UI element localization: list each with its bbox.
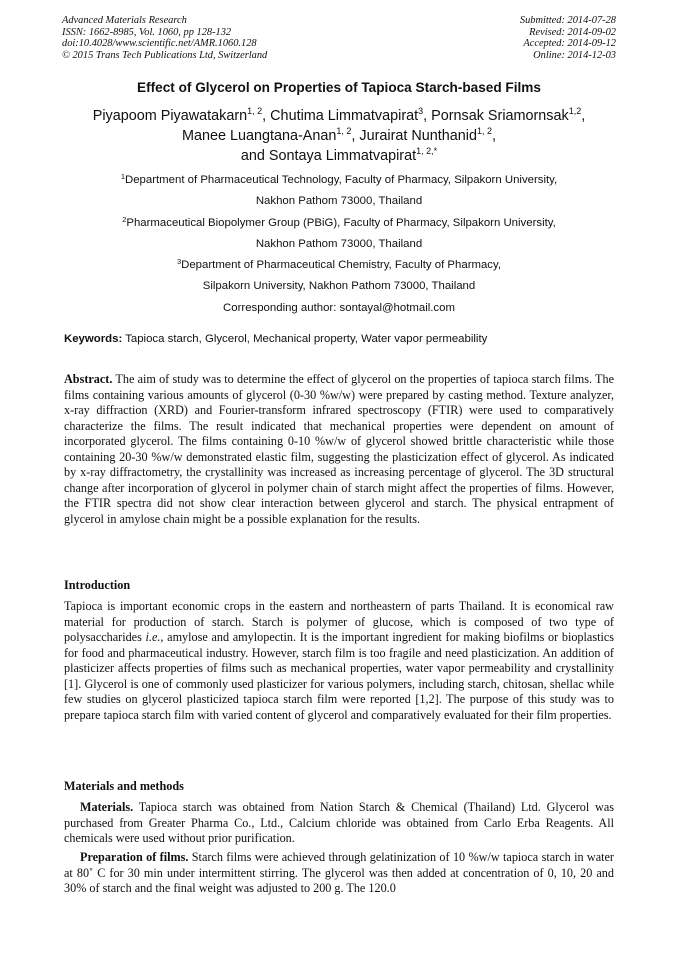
journal-name: Advanced Materials Research bbox=[62, 15, 187, 26]
affiliation-text: Pharmaceutical Biopolymer Group (PBiG), Faculty of Pharmacy, Silpakorn University, bbox=[126, 216, 556, 229]
intro-ie: i.e. bbox=[145, 630, 161, 644]
methods-heading: Materials and methods bbox=[64, 779, 184, 793]
date-accepted: Accepted: 2014-09-12 bbox=[523, 38, 616, 50]
author-name: , Chutima Limmatvapirat bbox=[262, 108, 419, 124]
author-separator: , bbox=[581, 108, 586, 124]
affiliation-1-cont: Nakhon Pathom 73000, Thailand bbox=[255, 195, 423, 208]
affiliation-2-cont: Nakhon Pathom 73000, Thailand bbox=[255, 237, 423, 250]
date-online: Online: 2014-12-03 bbox=[533, 49, 616, 61]
materials-text: Tapioca starch was obtained from Nation Starch & Chemical (Thailand) Ltd. Glycerol was purchased from Greater Pharma Co., Ltd., Calcium chloride was obtained from Carlo Erba Reagents. All chemicals were used without prior purification. bbox=[64, 800, 614, 845]
author-list bbox=[40, 106, 638, 166]
paper-title: Effect of Glycerol on Properties of Tapioca Starch-based Films bbox=[137, 80, 541, 95]
materials-paragraph bbox=[64, 800, 614, 847]
journal-doi: doi:10.4028/www.scientific.net/AMR.1060.128 bbox=[62, 38, 257, 50]
publication-dates bbox=[520, 15, 616, 61]
author-affiliation-marker: 1,2 bbox=[568, 106, 582, 116]
preparation-text: Starch films were achieved through gelatinization of 10 %w/w tapioca starch in water at 80˚ C for 30 min under intermittent stirring. The glycerol was then added at concentration of 0, 10, 20 and 30% of starch and the final weight was adjusted to 200 g. The 120.0 bbox=[64, 850, 614, 895]
journal-copyright: © 2015 Trans Tech Publications Ltd, Switzerland bbox=[62, 49, 268, 61]
author-affiliation-marker: 1, 2 bbox=[336, 126, 352, 136]
keywords-label: Keywords: bbox=[64, 333, 123, 345]
journal-info bbox=[62, 15, 267, 61]
author-line-2 bbox=[40, 126, 638, 146]
keywords-text: Tapioca starch, Glycerol, Mechanical property, Water vapor permeability bbox=[122, 333, 488, 345]
introduction-heading: Introduction bbox=[64, 578, 131, 592]
author-separator: , bbox=[492, 128, 497, 144]
author-name: Piyapoom Piyawatakarn bbox=[92, 108, 248, 124]
affiliation-marker: 1 bbox=[120, 172, 125, 181]
author-name: , Jurairat Nunthanid bbox=[351, 128, 478, 144]
intro-text: Tapioca is important economic crops in the eastern and northeastern of parts Thailand. It is economical raw material for production of starch. Starch is polymer of glucose, which is composed of two type of polysaccharides bbox=[64, 599, 614, 644]
date-revised: Revised: 2014-09-02 bbox=[529, 26, 616, 38]
intro-text-cont: , amylose and amylopectin. It is the important ingredient for making biofilms or bioplastics for food and pharmaceutical industry. However, starch film is too fragile and need plasticization. An addition of plasticizer affects properties of films such as mechanical properties, water vapor permeability and crystallinity [1]. Glycerol is one of commonly used plasticizer for various polymers, including starch, chitosan, shellac while few studies on glycerol plasticized tapioca starch film were reported [1,2]. The purpose of this study was to prepare tapioca starch film with varied content of glycerol and comparatively evaluated for their film properties. bbox=[64, 630, 614, 722]
author-affiliation-marker: 3 bbox=[418, 106, 424, 116]
date-submitted: Submitted: 2014-07-28 bbox=[519, 15, 616, 26]
preparation-paragraph bbox=[64, 850, 614, 897]
affiliation-text: Department of Pharmaceutical Technology, Faculty of Pharmacy, Silpakorn University, bbox=[124, 174, 558, 186]
author-name: Manee Luangtana-Anan bbox=[181, 128, 337, 144]
affiliation-marker: 2 bbox=[122, 214, 127, 224]
journal-issn: ISSN: 1662-8985, Vol. 1060, pp 128-132 bbox=[62, 26, 232, 38]
preparation-label: Preparation of films. bbox=[80, 850, 189, 864]
affiliation-1 bbox=[40, 170, 638, 191]
author-affiliation-marker: 1, 2,* bbox=[416, 146, 438, 156]
corresponding-author: Corresponding author: sontayal@hotmail.com bbox=[223, 301, 455, 314]
abstract-label: Abstract. bbox=[64, 372, 113, 386]
affiliation-3 bbox=[40, 255, 638, 276]
affiliation-list bbox=[40, 170, 638, 319]
abstract-text: The aim of study was to determine the effect of glycerol on the properties of tapioca starch films. The films containing various amounts of glycerol (0-30 %w/w) were prepared by casting method. Texture analyzer, x-ray diffraction (XRD) and Fourier-transform infrared spectroscopy (FTIR) were used to comparatively characterize the films. The result indicated that mechanical properties were dependent on amount of incorporated glycerol. The films containing 0-10 %w/w of glycerol showed brittle characteristic while those containing 20-30 %w/w demonstrated elastic film, suggesting the plasticization effect of glycerol. As indicated by x-ray diffractometry, the crystallinity was increased as increasing percentage of glycerol. The 3D structural change after incorporation of glycerol in polymer chain of starch might affect the properties of films. However, the FTIR spectra did not show clear interaction between glycerol and starch. The physical entrapment of glycerol in amylose chain might be a possible explanation for the results. bbox=[64, 372, 614, 526]
author-line-1 bbox=[40, 106, 638, 126]
keywords bbox=[64, 333, 487, 345]
author-line-3 bbox=[40, 146, 638, 166]
affiliation-marker: 3 bbox=[176, 257, 182, 267]
affiliation-3-cont: Silpakorn University, Nakhon Pathom 73000, Thailand bbox=[202, 280, 476, 293]
materials-label: Materials. bbox=[80, 800, 134, 814]
introduction-paragraph bbox=[64, 599, 614, 723]
author-affiliation-marker: 1, 2 bbox=[247, 106, 263, 116]
abstract bbox=[64, 372, 614, 527]
author-affiliation-marker: 1, 2 bbox=[477, 126, 493, 136]
author-name: and Sontaya Limmatvapirat bbox=[240, 148, 417, 164]
author-name: , Pornsak Sriamornsak bbox=[423, 108, 569, 124]
affiliation-2 bbox=[40, 213, 638, 234]
affiliation-text: Department of Pharmaceutical Chemistry, Faculty of Pharmacy, bbox=[181, 259, 502, 272]
